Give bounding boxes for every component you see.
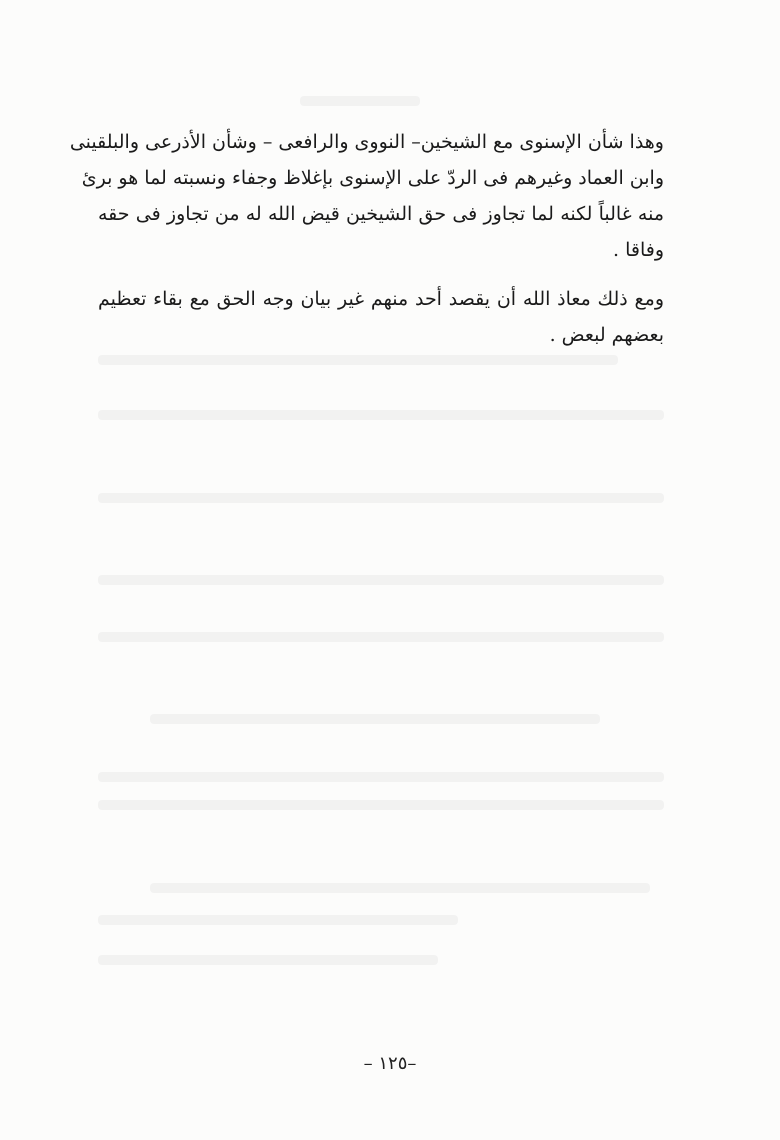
bleed-through-mark xyxy=(300,96,420,106)
bleed-through-mark xyxy=(98,915,458,925)
bleed-through-mark xyxy=(150,883,650,893)
bleed-through-mark xyxy=(98,493,664,503)
paragraph-1-line-1: وهذا شأن الإسنوى مع الشيخين– النووى والرافعى – وشأن الأذرعى والبلقينى xyxy=(69,131,664,153)
bleed-through-mark xyxy=(98,772,664,782)
paragraph-1-line-4: وفاقا . xyxy=(613,239,664,261)
paragraph-2-line-1: ومع ذلك معاذ الله أن يقصد أحد منهم غير بيان وجه الحق مع بقاء تعظيم xyxy=(98,288,664,310)
bleed-through-mark xyxy=(98,575,664,585)
paragraph-1-line-2: وابن العماد وغيرهم فى الردّ على الإسنوى بإغلاظ وجفاء ونسبته لما هو برئ xyxy=(81,167,664,189)
paragraph-1-line-3: منه غالباً لكنه لما تجاوز فى حق الشيخين قيض الله له من تجاوز فى حقه xyxy=(98,203,664,225)
bleed-through-mark xyxy=(98,632,664,642)
bleed-through-mark xyxy=(98,800,664,810)
paragraph-1 xyxy=(69,124,664,268)
paragraph-2 xyxy=(98,281,664,353)
bleed-through-mark xyxy=(98,955,438,965)
bleed-through-mark xyxy=(98,355,618,365)
bleed-through-mark xyxy=(98,410,664,420)
paragraph-2-line-2: بعضهم لبعض . xyxy=(549,324,664,346)
page-number: –١٢٥ – xyxy=(363,1053,417,1074)
bleed-through-mark xyxy=(150,714,600,724)
